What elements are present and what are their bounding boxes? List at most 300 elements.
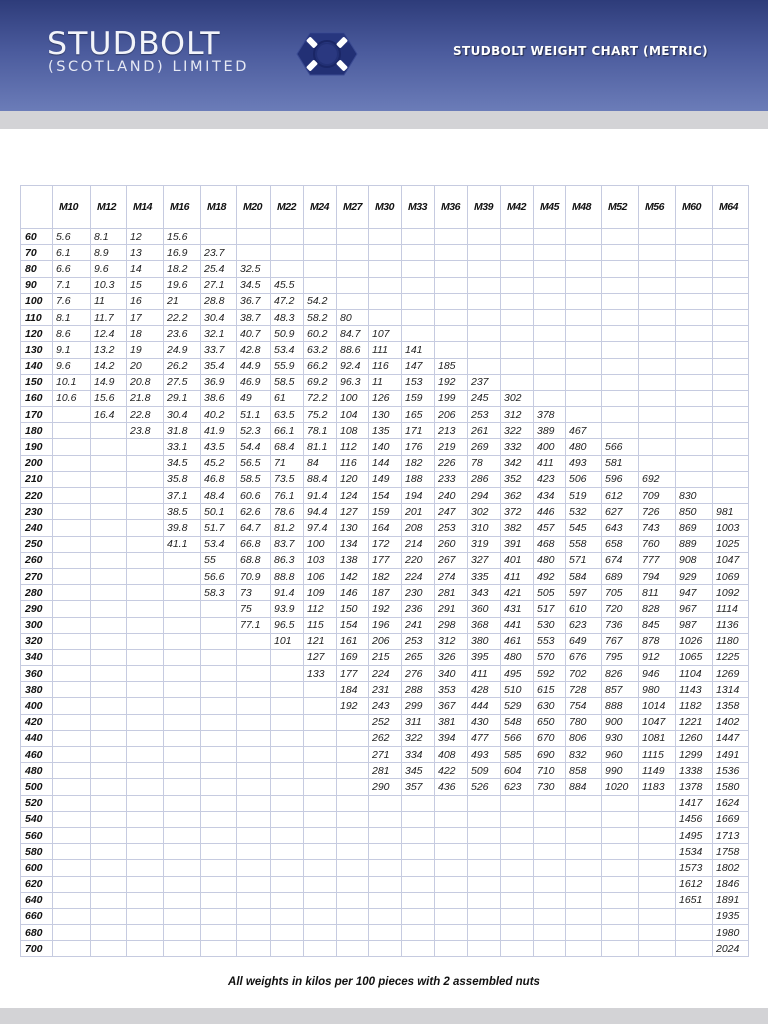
weight-cell: [164, 811, 201, 827]
column-header-m42: M42: [501, 186, 534, 229]
weight-cell: 493: [468, 747, 501, 763]
row-length-label: 420: [21, 714, 53, 730]
weight-cell: [271, 795, 304, 811]
weight-cell: [271, 245, 304, 261]
weight-cell: 11.7: [91, 309, 127, 325]
weight-cell: [676, 245, 713, 261]
weight-cell: [501, 925, 534, 941]
table-row: [21, 229, 749, 245]
weight-cell: [337, 747, 369, 763]
weight-cell: 1402: [713, 714, 749, 730]
weight-cell: [164, 763, 201, 779]
weight-cell: 78: [468, 455, 501, 471]
weight-cell: 94.4: [304, 504, 337, 520]
chart-title: STUDBOLT WEIGHT CHART (METRIC): [453, 44, 709, 58]
weight-cell: [127, 941, 164, 957]
weight-cell: 780: [566, 714, 602, 730]
weight-cell: 857: [602, 682, 639, 698]
weight-cell: 1651: [676, 892, 713, 908]
weight-cell: 395: [468, 649, 501, 665]
weight-cell: [201, 682, 237, 698]
weight-cell: [639, 844, 676, 860]
column-header-m33: M33: [402, 186, 435, 229]
weight-cell: 230: [402, 585, 435, 601]
weight-cell: [602, 892, 639, 908]
weight-cell: 18: [127, 326, 164, 342]
weight-cell: [53, 827, 91, 843]
weight-cell: [271, 666, 304, 682]
weight-cell: [271, 811, 304, 827]
weight-cell: [53, 682, 91, 698]
weight-cell: [534, 358, 566, 374]
weight-cell: [639, 326, 676, 342]
weight-cell: [201, 844, 237, 860]
weight-cell: [534, 326, 566, 342]
weight-cell: [713, 471, 749, 487]
weight-cell: 267: [435, 552, 468, 568]
weight-cell: 1314: [713, 682, 749, 698]
weight-cell: [304, 827, 337, 843]
weight-cell: 929: [676, 568, 713, 584]
column-header-m14: M14: [127, 186, 164, 229]
weight-cell: 276: [402, 666, 435, 682]
weight-cell: [237, 229, 271, 245]
weight-cell: 13: [127, 245, 164, 261]
weight-cell: 165: [402, 407, 435, 423]
weight-cell: 286: [468, 471, 501, 487]
weight-cell: 299: [402, 698, 435, 714]
weight-cell: 192: [337, 698, 369, 714]
row-length-label: 110: [21, 309, 53, 325]
weight-cell: 245: [468, 390, 501, 406]
weight-cell: [566, 390, 602, 406]
weight-cell: 10.6: [53, 390, 91, 406]
weight-cell: 16.9: [164, 245, 201, 261]
weight-cell: 726: [639, 504, 676, 520]
brand-subtitle: (SCOTLAND) LIMITED: [48, 59, 249, 75]
weight-cell: [713, 245, 749, 261]
weight-cell: 154: [369, 488, 402, 504]
weight-cell: [304, 779, 337, 795]
table-row: [21, 941, 749, 957]
weight-cell: 1491: [713, 747, 749, 763]
weight-cell: [676, 439, 713, 455]
weight-cell: 1269: [713, 666, 749, 682]
weight-cell: 1047: [639, 714, 676, 730]
weight-cell: [53, 811, 91, 827]
weight-cell: 1624: [713, 795, 749, 811]
weight-cell: [304, 795, 337, 811]
table-row: [21, 649, 749, 665]
weight-cell: [337, 229, 369, 245]
weight-cell: [53, 779, 91, 795]
weight-cell: 832: [566, 747, 602, 763]
weight-cell: 240: [435, 488, 468, 504]
weight-cell: [271, 763, 304, 779]
weight-cell: 900: [602, 714, 639, 730]
weight-cell: [201, 827, 237, 843]
weight-cell: [639, 439, 676, 455]
weight-cell: 1358: [713, 698, 749, 714]
weight-cell: 41.9: [201, 423, 237, 439]
weight-cell: 91.4: [271, 585, 304, 601]
weight-cell: [164, 585, 201, 601]
weight-cell: [91, 536, 127, 552]
weight-cell: 124: [337, 488, 369, 504]
weight-cell: [201, 714, 237, 730]
weight-cell: 11: [369, 374, 402, 390]
weight-cell: [534, 827, 566, 843]
weight-cell: 566: [501, 730, 534, 746]
weight-cell: [713, 374, 749, 390]
weight-cell: 58.2: [304, 309, 337, 325]
weight-cell: [337, 261, 369, 277]
weight-cell: [534, 261, 566, 277]
weight-cell: 477: [468, 730, 501, 746]
weight-cell: 19: [127, 342, 164, 358]
weight-cell: 291: [435, 601, 468, 617]
weight-cell: [164, 925, 201, 941]
column-header-m10: M10: [53, 186, 91, 229]
weight-cell: 830: [676, 488, 713, 504]
weight-cell: [402, 309, 435, 325]
weight-cell: [337, 908, 369, 924]
weight-cell: 736: [602, 617, 639, 633]
weight-cell: 1612: [676, 876, 713, 892]
weight-cell: 15: [127, 277, 164, 293]
weight-cell: 253: [435, 520, 468, 536]
weight-cell: [91, 811, 127, 827]
weight-cell: [237, 633, 271, 649]
weight-cell: [127, 455, 164, 471]
weight-cell: 153: [402, 374, 435, 390]
weight-cell: 253: [468, 407, 501, 423]
weight-cell: 53.4: [201, 536, 237, 552]
weight-cell: [304, 892, 337, 908]
weight-cell: 78.6: [271, 504, 304, 520]
weight-cell: 196: [369, 617, 402, 633]
weight-cell: [602, 860, 639, 876]
weight-cell: 201: [402, 504, 435, 520]
weight-cell: [713, 488, 749, 504]
weight-cell: [468, 876, 501, 892]
weight-cell: [639, 245, 676, 261]
table-row: [21, 407, 749, 423]
weight-cell: [435, 876, 468, 892]
row-length-label: 340: [21, 649, 53, 665]
weight-cell: [369, 908, 402, 924]
weight-cell: [369, 860, 402, 876]
weight-cell: [501, 795, 534, 811]
weight-cell: [304, 844, 337, 860]
weight-cell: 104: [337, 407, 369, 423]
weight-cell: [501, 827, 534, 843]
weight-cell: 394: [435, 730, 468, 746]
weight-cell: [639, 229, 676, 245]
weight-cell: 332: [501, 439, 534, 455]
weight-cell: 177: [337, 666, 369, 682]
weight-cell: 133: [304, 666, 337, 682]
header-row: [21, 186, 749, 229]
weight-cell: [402, 245, 435, 261]
column-header-m30: M30: [369, 186, 402, 229]
table-row: [21, 342, 749, 358]
weight-cell: 45.5: [271, 277, 304, 293]
row-length-label: 90: [21, 277, 53, 293]
weight-cell: 10.1: [53, 374, 91, 390]
weight-cell: [337, 844, 369, 860]
weight-cell: 566: [602, 439, 639, 455]
weight-cell: 689: [602, 568, 639, 584]
weight-cell: [501, 245, 534, 261]
weight-cell: 142: [337, 568, 369, 584]
weight-cell: [566, 892, 602, 908]
weight-cell: [566, 941, 602, 957]
weight-cell: 310: [468, 520, 501, 536]
weight-cell: 828: [639, 601, 676, 617]
weight-cell: 182: [402, 455, 435, 471]
weight-cell: 24.9: [164, 342, 201, 358]
weight-cell: [237, 860, 271, 876]
table-row: [21, 714, 749, 730]
weight-cell: [91, 682, 127, 698]
weight-cell: [435, 229, 468, 245]
weight-cell: [127, 488, 164, 504]
row-length-label: 480: [21, 763, 53, 779]
weight-cell: [435, 342, 468, 358]
weight-cell: [566, 827, 602, 843]
table-row: [21, 423, 749, 439]
weight-cell: [201, 941, 237, 957]
row-length-label: 70: [21, 245, 53, 261]
column-header-m12: M12: [91, 186, 127, 229]
weight-cell: 446: [534, 504, 566, 520]
column-header-m64: M64: [713, 186, 749, 229]
weight-cell: [201, 860, 237, 876]
table-row: [21, 682, 749, 698]
weight-cell: [501, 908, 534, 924]
footnote: All weights in kilos per 100 pieces with 2 assembled nuts: [228, 976, 540, 988]
weight-cell: 27.5: [164, 374, 201, 390]
weight-cell: [566, 358, 602, 374]
weight-cell: [602, 876, 639, 892]
weight-cell: 35.4: [201, 358, 237, 374]
weight-cell: 134: [337, 536, 369, 552]
weight-cell: 730: [534, 779, 566, 795]
row-length-label: 80: [21, 261, 53, 277]
weight-cell: [271, 876, 304, 892]
weight-cell: [271, 261, 304, 277]
weight-cell: 705: [602, 585, 639, 601]
weight-cell: [127, 552, 164, 568]
weight-cell: 199: [435, 390, 468, 406]
row-length-label: 180: [21, 423, 53, 439]
table-row: [21, 536, 749, 552]
row-length-label: 360: [21, 666, 53, 682]
weight-cell: [271, 892, 304, 908]
weight-cell: [713, 407, 749, 423]
weight-cell: [271, 649, 304, 665]
weight-cell: [534, 277, 566, 293]
weight-cell: 76.1: [271, 488, 304, 504]
weight-cell: [164, 682, 201, 698]
weight-cell: 247: [435, 504, 468, 520]
weight-cell: [127, 908, 164, 924]
weight-cell: 670: [534, 730, 566, 746]
weight-cell: [164, 730, 201, 746]
weight-cell: 58.5: [271, 374, 304, 390]
table-row: [21, 892, 749, 908]
weight-cell: 1802: [713, 860, 749, 876]
weight-cell: 159: [402, 390, 435, 406]
weight-cell: 25.4: [201, 261, 237, 277]
row-length-label: 560: [21, 827, 53, 843]
weight-cell: 967: [676, 601, 713, 617]
weight-cell: 1378: [676, 779, 713, 795]
weight-cell: 777: [639, 552, 676, 568]
weight-cell: 39.8: [164, 520, 201, 536]
weight-cell: 22.8: [127, 407, 164, 423]
weight-cell: 15.6: [164, 229, 201, 245]
row-length-label: 460: [21, 747, 53, 763]
weight-cell: 1846: [713, 876, 749, 892]
weight-cell: 36.9: [201, 374, 237, 390]
weight-cell: [639, 309, 676, 325]
weight-cell: 529: [501, 698, 534, 714]
weight-cell: [271, 908, 304, 924]
weight-cell: 506: [566, 471, 602, 487]
weight-cell: 585: [501, 747, 534, 763]
weight-cell: [127, 585, 164, 601]
weight-cell: [602, 827, 639, 843]
weight-cell: 615: [534, 682, 566, 698]
weight-cell: 421: [501, 585, 534, 601]
table-row: [21, 277, 749, 293]
weight-cell: [602, 390, 639, 406]
weight-cell: [53, 747, 91, 763]
weight-cell: [201, 229, 237, 245]
weight-cell: [676, 471, 713, 487]
weight-cell: 492: [534, 568, 566, 584]
weight-cell: 526: [468, 779, 501, 795]
weight-cell: [402, 892, 435, 908]
weight-cell: [534, 941, 566, 957]
weight-cell: [639, 342, 676, 358]
row-length-label: 500: [21, 779, 53, 795]
weight-cell: 930: [602, 730, 639, 746]
weight-cell: [91, 423, 127, 439]
weight-cell: 298: [435, 617, 468, 633]
weight-cell: [304, 245, 337, 261]
weight-cell: 9.1: [53, 342, 91, 358]
weight-cell: 70.9: [237, 568, 271, 584]
weight-cell: 1025: [713, 536, 749, 552]
weight-cell: [201, 617, 237, 633]
weight-cell: [91, 504, 127, 520]
weight-cell: 62.6: [237, 504, 271, 520]
weight-cell: [468, 844, 501, 860]
weight-cell: 146: [337, 585, 369, 601]
weight-cell: 88.4: [304, 471, 337, 487]
weight-cell: 18.2: [164, 261, 201, 277]
row-length-label: 190: [21, 439, 53, 455]
weight-cell: 1536: [713, 763, 749, 779]
weight-cell: 623: [501, 779, 534, 795]
weight-cell: 112: [337, 439, 369, 455]
weight-cell: 54.2: [304, 293, 337, 309]
weight-cell: [91, 649, 127, 665]
weight-cell: 274: [435, 568, 468, 584]
weight-cell: [713, 342, 749, 358]
column-header-m52: M52: [602, 186, 639, 229]
weight-cell: 378: [534, 407, 566, 423]
weight-cell: [468, 261, 501, 277]
weight-cell: [501, 293, 534, 309]
weight-cell: [337, 941, 369, 957]
weight-cell: 121: [304, 633, 337, 649]
weight-cell: [713, 326, 749, 342]
weight-cell: 19.6: [164, 277, 201, 293]
weight-cell: [676, 390, 713, 406]
weight-cell: [164, 908, 201, 924]
weight-cell: 91.4: [304, 488, 337, 504]
weight-cell: 8.9: [91, 245, 127, 261]
weight-cell: [201, 892, 237, 908]
weight-cell: 75: [237, 601, 271, 617]
weight-cell: 281: [369, 763, 402, 779]
weight-cell: 38.7: [237, 309, 271, 325]
weight-cell: 14.9: [91, 374, 127, 390]
weight-cell: 627: [602, 504, 639, 520]
column-header-m24: M24: [304, 186, 337, 229]
weight-cell: [534, 925, 566, 941]
weight-cell: [53, 876, 91, 892]
weight-cell: [534, 342, 566, 358]
weight-cell: [534, 908, 566, 924]
row-length-label: 230: [21, 504, 53, 520]
weight-cell: [201, 730, 237, 746]
table-row: [21, 439, 749, 455]
weight-cell: 382: [501, 520, 534, 536]
weight-cell: [369, 941, 402, 957]
weight-cell: 265: [402, 649, 435, 665]
table-row: [21, 504, 749, 520]
weight-cell: 294: [468, 488, 501, 504]
row-length-label: 620: [21, 876, 53, 892]
weight-cell: [639, 423, 676, 439]
weight-cell: [304, 698, 337, 714]
weight-cell: 164: [369, 520, 402, 536]
weight-cell: 990: [602, 763, 639, 779]
weight-cell: 1069: [713, 568, 749, 584]
weight-cell: [639, 374, 676, 390]
weight-cell: 658: [602, 536, 639, 552]
weight-cell: 37.1: [164, 488, 201, 504]
weight-cell: [566, 374, 602, 390]
weight-cell: [402, 326, 435, 342]
weight-cell: 389: [534, 423, 566, 439]
weight-cell: [369, 827, 402, 843]
weight-cell: 68.4: [271, 439, 304, 455]
weight-cell: 468: [534, 536, 566, 552]
weight-cell: 97.4: [304, 520, 337, 536]
table-row: [21, 779, 749, 795]
weight-cell: 570: [534, 649, 566, 665]
weight-cell: 135: [369, 423, 402, 439]
weight-cell: 357: [402, 779, 435, 795]
weight-cell: 643: [602, 520, 639, 536]
weight-cell: 444: [468, 698, 501, 714]
